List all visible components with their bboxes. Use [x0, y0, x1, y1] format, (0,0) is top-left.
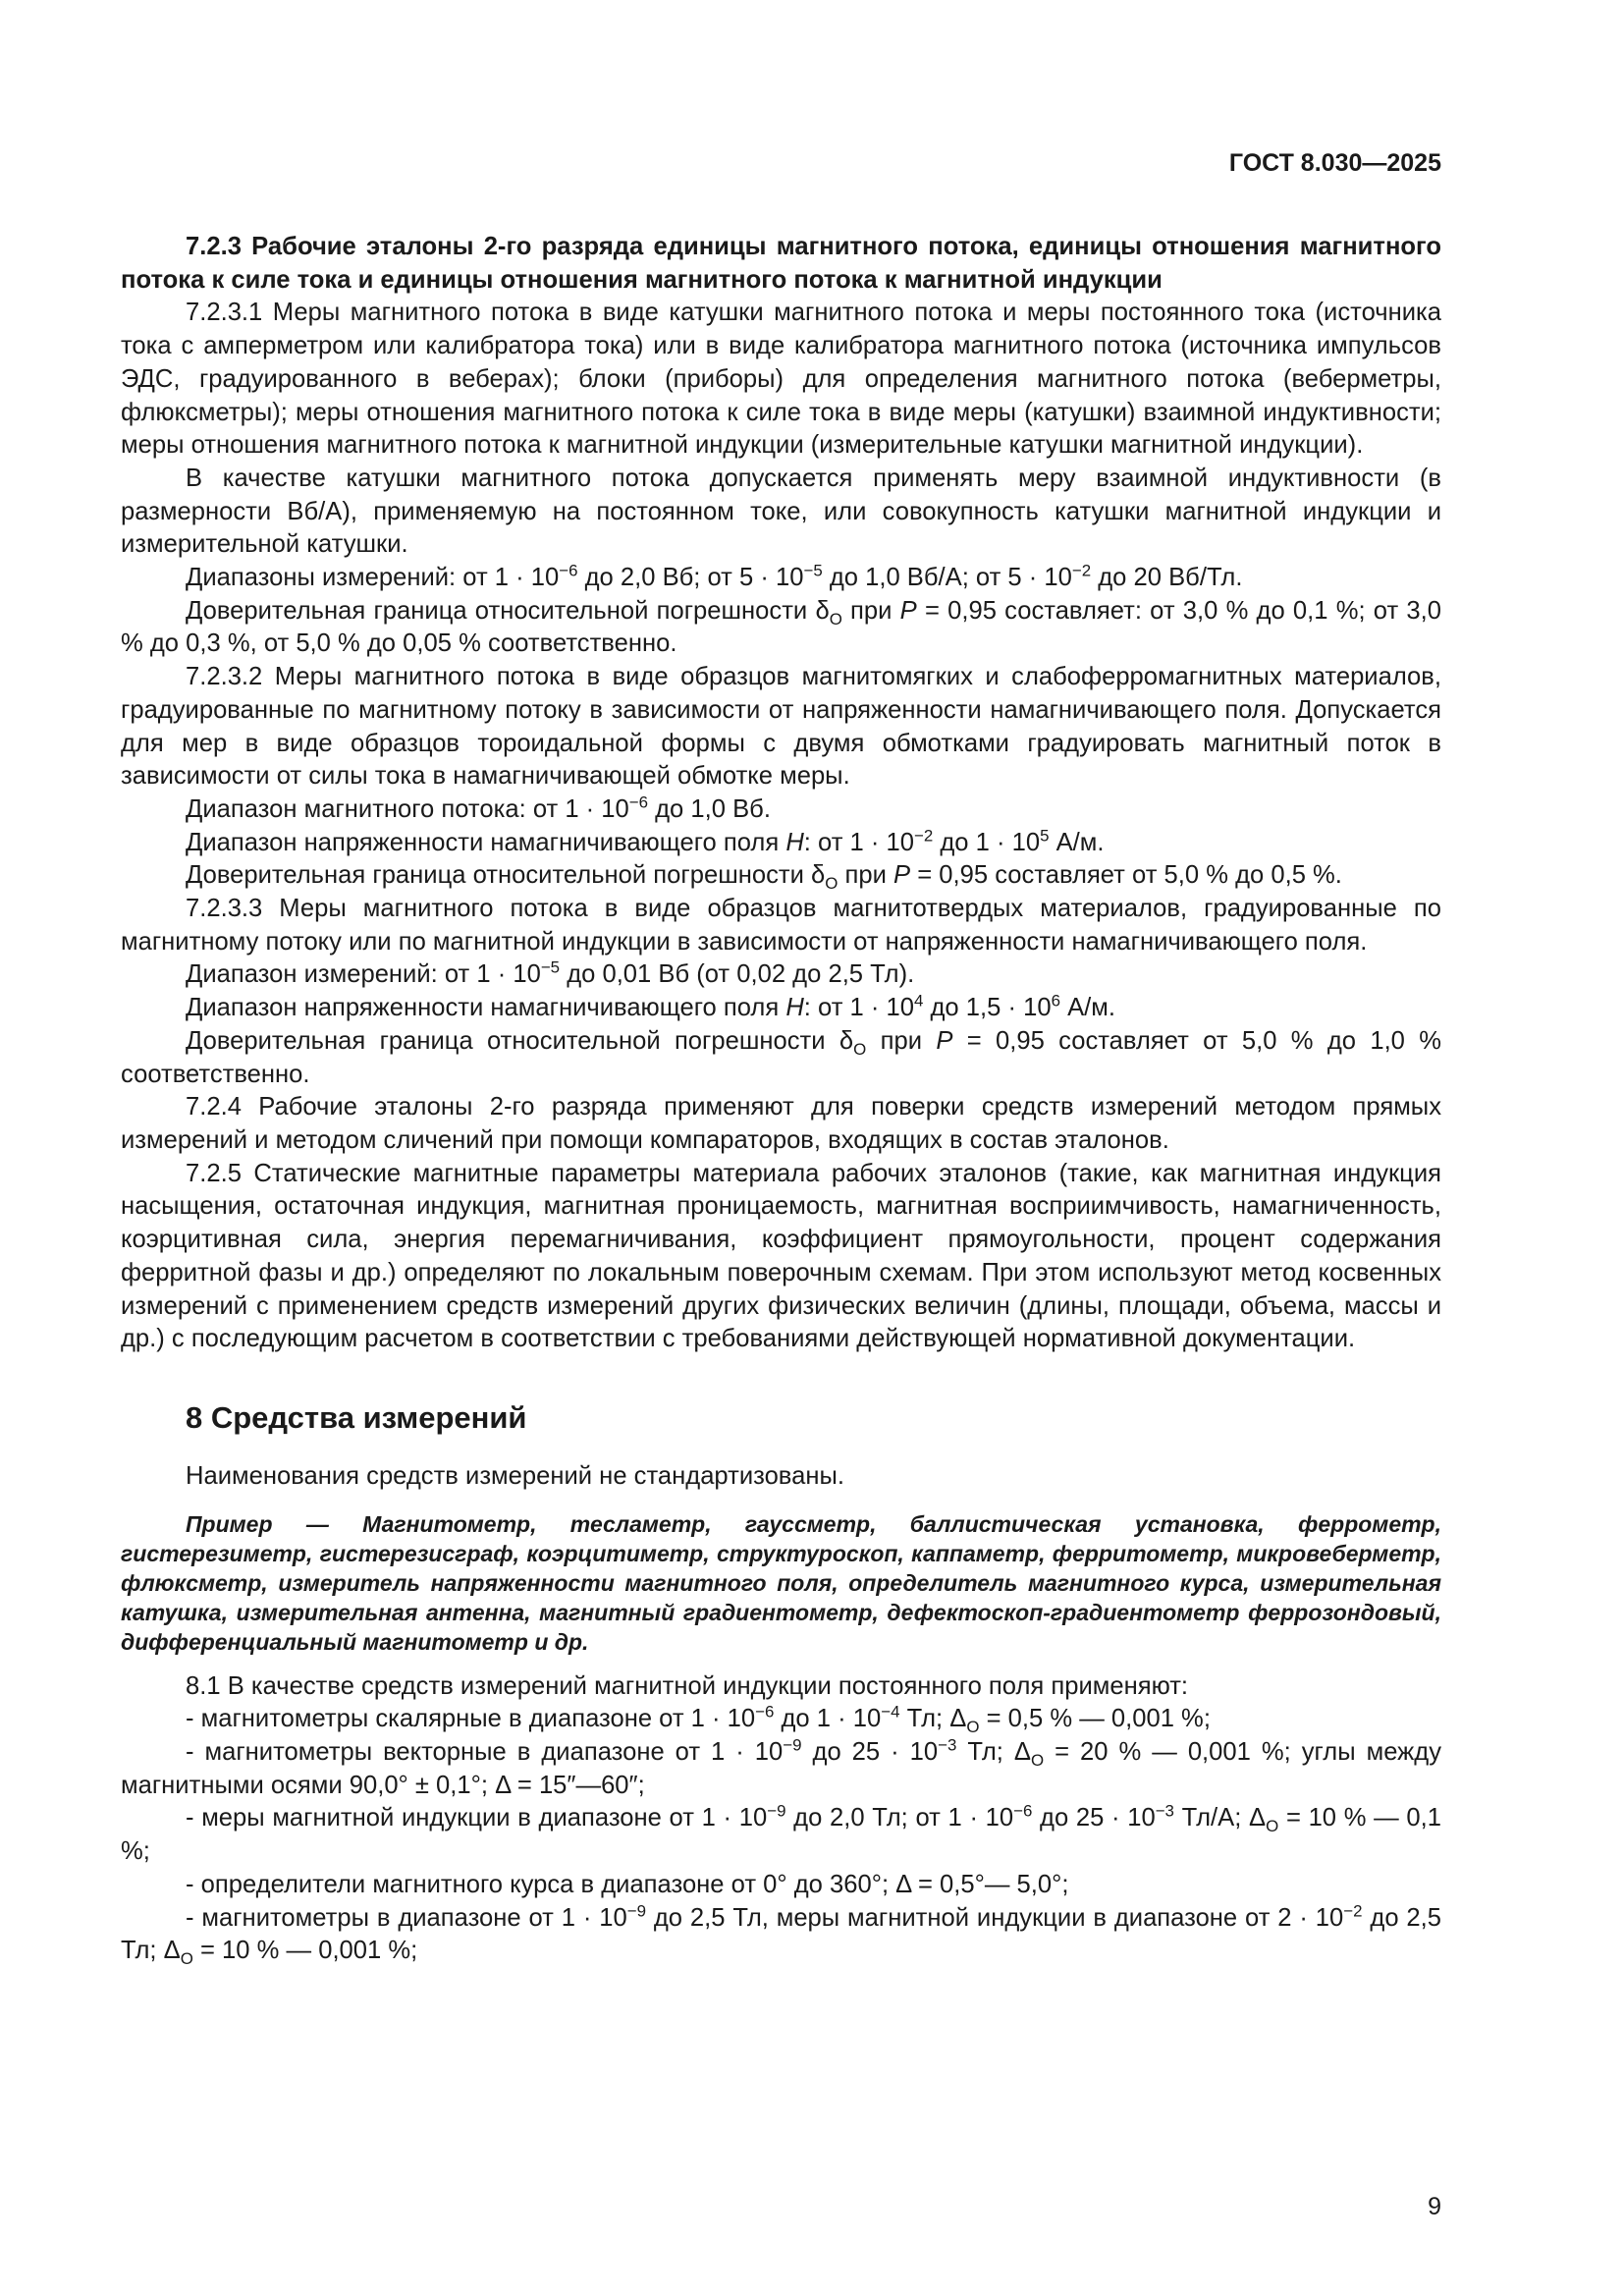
paragraph-7-2-3-2: 7.2.3.2 Меры магнитного потока в виде образцов магнитомягких и слабоферромагнитных материалов, градуированные по магнитному потоку в зависимости от напряженности намагничивающего поля. Допускается для мер в виде образцов тороидальной формы с двумя обмотками градуировать магнитный поток в зависимости от силы тока в намагничивающей обмотке меры. — [121, 663, 1441, 791]
section-8-intro: Наименования средств измерений не стандартизованы. — [186, 1461, 844, 1490]
paragraph-7-2-5: 7.2.5 Статические магнитные параметры материала рабочих эталонов (такие, как магнитная индукция насыщения, остаточная индукция, магнитная проницаемость, магнитная восприимчивость, намагниченность, коэрцитивная сила, энергия перемагничивания, коэффициент прямоугольности, процент содержания ферритной фазы и др.) определяют по локальным поверочным схемам. При этом используют метод косвенных измерений с применением средств измерений других физических величин (длины, площади, объема, массы и др.) с последующим расчетом в соответствии с требованиями действующей нормативной документации. — [121, 1159, 1441, 1353]
page-body — [121, 231, 1441, 1968]
measurement-range-2: Диапазон измерений: от $1 \cdot 10^{-5}$ до 0,01 Вб (от 0,02 до 2,5 Тл). — [186, 957, 915, 989]
section-8-heading: 8 Средства измерений — [186, 1399, 527, 1435]
list-item: - магнитометры в диапазоне от $1 \cdot 10^{-9}$ до 2,5 Тл, меры магнитной индукции в диапазоне от $2 \cdot 10^{-2}$ до 2,5 Тл; $\Delta_O = 10$ % — 0,001 %; — [121, 1901, 1441, 1969]
document-id: ГОСТ 8.030—2025 — [1228, 149, 1441, 177]
list-item: - определители магнитного курса в диапазоне от 0° до 360°; Δ = 0,5°— 5,0°; — [186, 1870, 1069, 1898]
flux-range: Диапазон магнитного потока: от $1 \cdot 10^{-6}$ до 1,0 Вб. — [186, 793, 771, 823]
section-7-2-3-heading: 7.2.3 Рабочие эталоны 2-го разряда единицы магнитного потока, единицы отношения магнитного потока к силе тока и единицы отношения магнитного потока к магнитной индукции — [121, 233, 1441, 294]
paragraph-7-2-3-1: 7.2.3.1 Меры магнитного потока в виде катушки магнитного потока и меры постоянного тока (источника тока с амперметром или калибратора тока) или в виде калибратора магнитного потока (источника импульсов ЭДС, градуированного в веберах); блоки (приборы) для определения магнитного потока (веберметры, флюксметры); меры отношения магнитного потока к силе тока в виде меры (катушки) взаимной индуктивности; меры отношения магнитного потока к магнитной индукции (измерительные катушки магнитной индукции). — [121, 299, 1441, 460]
field-range-2: Диапазон напряженности намагничивающего поля H: от $1 \cdot 10^4$ до $1,5 \cdot 10^6$ А/м. — [186, 991, 1115, 1022]
example-note: Пример — Магнитометр, тесламетр, гауссметр, баллистическая установка, феррометр, гистерезиметр, гистерезисграф, коэрцитиметр, структуроскоп, каппаметр, ферритометр, микровеберметр, флюксметр, измеритель напряженности магнитного поля, определитель магнитного курса, измерительная катушка, измерительная антенна, магнитный градиентометр, дефектоскоп-градиентометр феррозондовый, дифференциальный магнитометр и др. — [121, 1510, 1441, 1655]
paragraph-8-1: 8.1 В качестве средств измерений магнитной индукции постоянного поля применяют: — [186, 1671, 1189, 1700]
confidence-bound-3: Доверительная граница относительной погрешности $\delta_O$ при P = 0,95 составляет от 5,0 % до 1,0 % соответственно. — [121, 1026, 1442, 1088]
field-range-1: Диапазон напряженности намагничивающего поля H: от $1 \cdot 10^{-2}$ до $1 \cdot 10^5$ А/м. — [186, 826, 1105, 856]
page-number: 9 — [1428, 2193, 1441, 2220]
confidence-bound-2: Доверительная граница относительной погрешности $\delta_O$ при P = 0,95 составляет от 5,0 % до 0,5 %. — [186, 861, 1342, 894]
confidence-bound-1: Доверительная граница относительной погрешности $\delta_O$ при P = 0,95 составляет: от 3,0 % до 0,1 %; от 3,0 % до 0,3 %, от 5,0 % до 0,05 % соответственно. — [121, 596, 1441, 658]
list-item: - магнитометры скалярные в диапазоне от $1 \cdot 10^{-6}$ до $1 \cdot 10^{-4}$ Тл; $\Delta_O = 0,5$ % — 0,001 %; — [186, 1702, 1211, 1737]
paragraph-coil: В качестве катушки магнитного потока допускается применять меру взаимной индуктивности (в размерности Вб/А), применяемую на постоянном токе, или совокупность катушки магнитной индукции и измерительной катушки. — [121, 464, 1441, 559]
paragraph-7-2-3-3: 7.2.3.3 Меры магнитного потока в виде образцов магнитотвердых материалов, градуированные по магнитному потоку или по магнитной индукции в зависимости от напряженности намагничивающего поля. — [121, 895, 1441, 956]
paragraph-7-2-4: 7.2.4 Рабочие эталоны 2-го разряда применяют для поверки средств измерений методом прямых измерений и методом сличений при помощи компараторов, входящих в состав эталонов. — [121, 1093, 1441, 1154]
list-item: - меры магнитной индукции в диапазоне от $1 \cdot 10^{-9}$ до 2,0 Тл; от $1 \cdot 10^{-6}$ до $25 \cdot 10^{-3}$ Тл/А; $\Delta_O = 10$ % — 0,1 %; — [121, 1801, 1441, 1866]
list-item: - магнитометры векторные в диапазоне от $1 \cdot 10^{-9}$ до $25 \cdot 10^{-3}$ Тл; $\Delta_O = 20$ % — 0,001 %; углы между магнитными осями 90,0° ± 0,1°; Δ = 15″—60″; — [121, 1735, 1441, 1799]
measurement-ranges-1: Диапазоны измерений: от $1 \cdot 10^{-6}$ до 2,0 Вб; от $5 \cdot 10^{-5}$ до 1,0 Вб/А; от $5 \cdot 10^{-2}$ до 20 Вб/Тл. — [186, 561, 1243, 592]
